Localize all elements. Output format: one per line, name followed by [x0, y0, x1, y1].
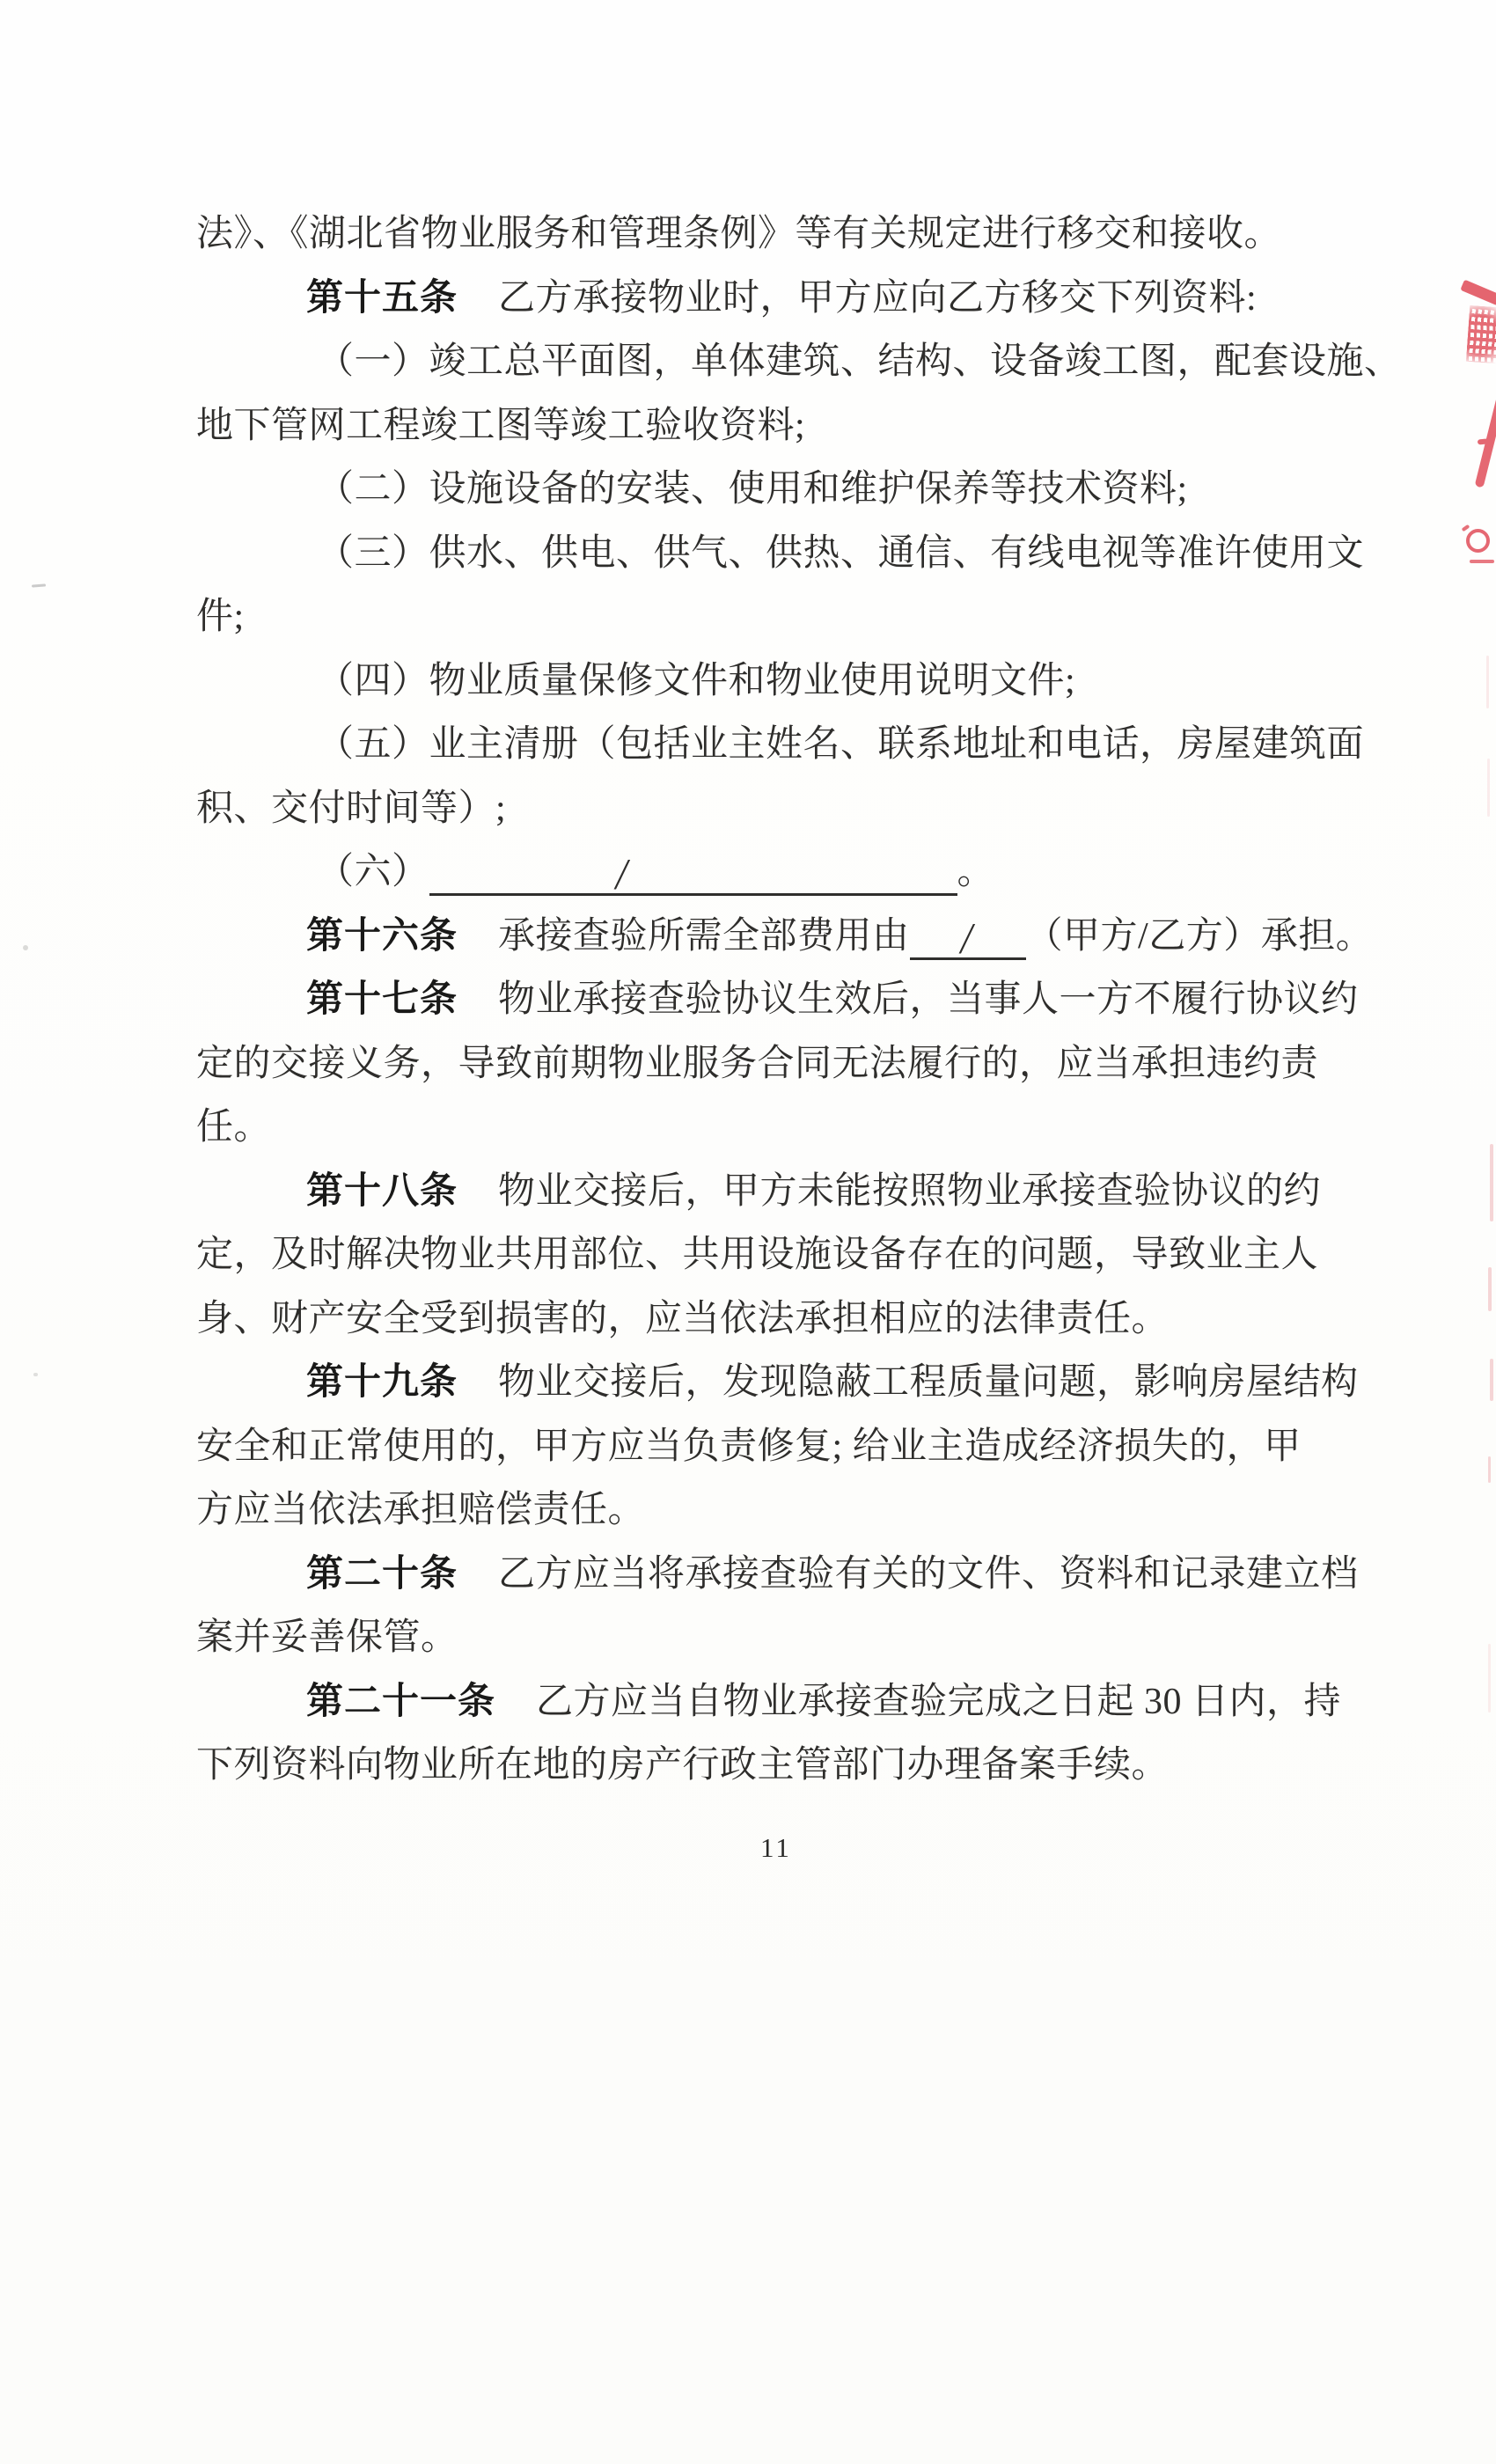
article-number: 第十八条: [306, 1171, 458, 1212]
stamp-fragment-circle-icon: [1466, 529, 1490, 553]
line-text: （六）: [317, 852, 429, 892]
document-line: [306, 1682, 1341, 1724]
line-text: 乙方应当自物业承接查验完成之日起 30 日内，持: [536, 1682, 1342, 1722]
article-number: 第十五条: [306, 278, 458, 319]
line-text: （五）业主清册（包括业主姓名、联系地址和电话，房屋建筑面: [317, 724, 1365, 765]
line-text: （四）物业质量保修文件和物业使用说明文件;: [317, 661, 1076, 701]
bleed-dash: [1486, 656, 1489, 708]
document-line: [196, 1745, 1169, 1787]
line-text: 定，及时解决物业共用部位、共用设施设备存在的问题，导致业主人: [196, 1235, 1319, 1275]
document-line: [317, 849, 995, 898]
stamp-fragment-glyphs-icon: [1466, 305, 1496, 363]
document-line: [196, 597, 245, 639]
document-line: [196, 1235, 1318, 1277]
article-number: 第二十条: [306, 1554, 458, 1595]
line-text: 方应当依法承担赔偿责任。: [196, 1490, 646, 1530]
line-text: （二）设施设备的安装、使用和维护保养等技术资料;: [317, 469, 1188, 510]
line-text: 定的交接义务，导致前期物业服务合同无法履行的，应当承担违约责: [196, 1044, 1319, 1084]
bleed-dash: [1490, 1144, 1493, 1221]
slash-mark: /: [612, 849, 632, 898]
line-text: 承接查验所需全部费用由: [498, 916, 910, 957]
slash-mark: /: [957, 913, 978, 963]
document-line: [196, 788, 506, 831]
line-text: 物业交接后，发现隐蔽工程质量问题，影响房屋结构: [498, 1362, 1359, 1403]
line-text: 案并妥善保管。: [196, 1617, 458, 1658]
bleed-dash: [1487, 759, 1490, 817]
line-text: 件;: [196, 597, 245, 637]
article-number: 第十九条: [306, 1362, 458, 1403]
line-text: 安全和正常使用的，甲方应当负责修复; 给业主造成经济损失的，甲: [196, 1426, 1302, 1467]
document-line: [196, 1426, 1302, 1469]
line-text: 乙方应当将承接查验有关的文件、资料和记录建立档: [498, 1554, 1359, 1595]
fill-in-blank: [910, 913, 1026, 963]
article-number: 第十六条: [306, 916, 458, 957]
document-line: [306, 979, 1359, 1022]
line-text: 乙方承接物业时，甲方应向乙方移交下列资料:: [498, 278, 1258, 319]
scan-speck: [23, 945, 28, 950]
line-text: 身、财产安全受到损害的，应当依法承担相应的法律责任。: [196, 1299, 1170, 1339]
line-text: （三）供水、供电、供气、供热、通信、有线电视等准许使用文: [317, 533, 1365, 574]
line-text: 地下管网工程竣工图等竣工验收资料;: [196, 406, 806, 446]
document-line: [306, 278, 1257, 320]
article-number: 第二十一条: [306, 1682, 496, 1722]
document-line: [306, 1554, 1359, 1596]
document-line: [306, 1362, 1359, 1404]
line-text: （一）竣工总平面图，单体建筑、结构、设备竣工图，配套设施、: [317, 341, 1402, 382]
line-text: 下列资料向物业所在地的房产行政主管部门办理备案手续。: [196, 1745, 1170, 1786]
document-line: [196, 1299, 1169, 1341]
line-text: 积、交付时间等）;: [196, 788, 507, 829]
document-line: [317, 341, 1402, 384]
line-text: 。: [957, 852, 995, 892]
document-line: [317, 661, 1075, 703]
document-line: [196, 406, 805, 448]
document-line: [306, 1171, 1321, 1214]
document-line: [196, 214, 1281, 256]
line-text: 法》、《湖北省物业服务和管理条例》等有关规定进行移交和接收。: [196, 214, 1282, 254]
scan-speck: [33, 1373, 38, 1376]
document-line: [196, 1107, 271, 1149]
page-number: 11: [760, 1832, 792, 1863]
document-line: [317, 533, 1364, 576]
document-line: [317, 469, 1188, 511]
line-text: 任。: [196, 1107, 272, 1148]
stamp-fragment-dash-icon: [1470, 560, 1494, 563]
line-text: （甲方/乙方）承担。: [1025, 916, 1374, 957]
bleed-dash: [1488, 1644, 1491, 1712]
document-line: [196, 1490, 645, 1532]
line-text: 物业承接查验协议生效后，当事人一方不履行协议约: [498, 979, 1359, 1020]
fill-in-blank: [429, 849, 957, 898]
bleed-dash: [1490, 1359, 1493, 1401]
document-line: [306, 913, 1374, 963]
article-number: 第十七条: [306, 979, 458, 1020]
bleed-dash: [1488, 1267, 1492, 1311]
bleed-dash: [1488, 1456, 1491, 1483]
document-line: [196, 1044, 1318, 1086]
document-line: [196, 1617, 458, 1660]
line-text: 物业交接后，甲方未能按照物业承接查验协议的约: [498, 1171, 1322, 1212]
document-line: [317, 724, 1364, 766]
